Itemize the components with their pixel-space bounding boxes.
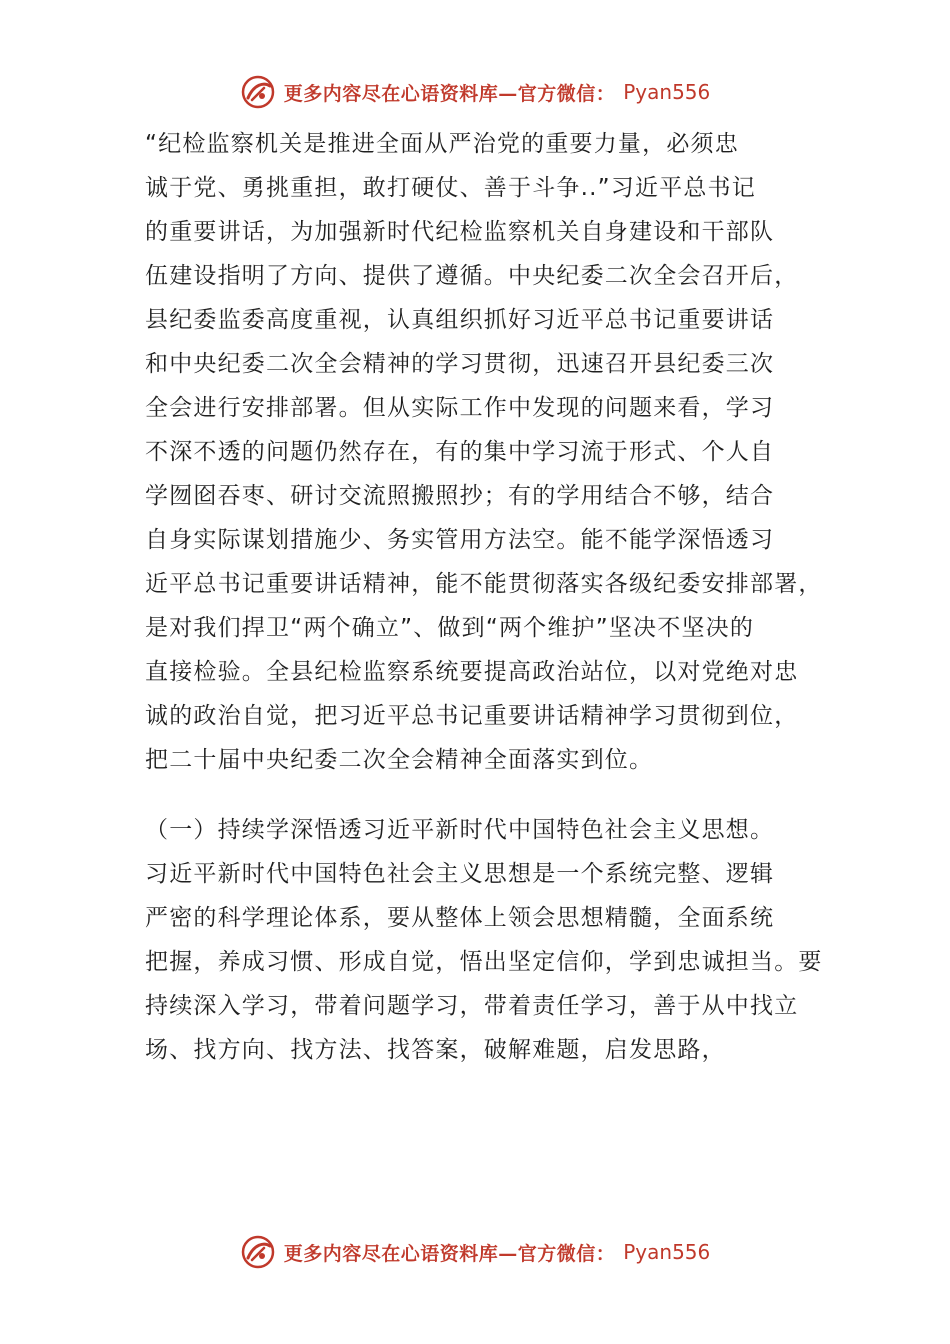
footer-banner [0, 1230, 950, 1274]
text-line: 和中央纪委二次全会精神的学习贯彻，迅速召开县纪委三次 [145, 351, 775, 377]
text-line: 诚于党、勇挑重担，敢打硬仗、善于斗争..”习近平总书记 [145, 175, 756, 201]
text-line: 的重要讲话，为加强新时代纪检监察机关自身建设和干部队 [145, 219, 775, 245]
footer-banner-text: 更多内容尽在心语资料库—官方微信： [283, 1242, 616, 1265]
text-line: 直接检验。全县纪检监察系统要提高政治站位，以对党绝对忠 [145, 659, 799, 685]
seal-logo-icon [240, 74, 276, 110]
text-line: 把二十届中央纪委二次全会精神全面落实到位。 [145, 747, 654, 773]
text-line: 是对我们捍卫“两个确立”、做到“两个维护”坚决不坚决的 [145, 615, 755, 641]
text-line: “纪检监察机关是推进全面从严治党的重要力量，必须忠 [145, 131, 739, 157]
text-line: 全会进行安排部署。但从实际工作中发现的问题来看，学习 [145, 395, 775, 421]
text-line: 严密的科学理论体系，要从整体上领会思想精髓，全面系统 [145, 905, 775, 931]
header-banner-id: Pyan556 [623, 80, 711, 104]
text-line: 诚的政治自觉，把习近平总书记重要讲话精神学习贯彻到位， [145, 703, 799, 729]
paragraph-1 [145, 122, 835, 782]
text-line: 自身实际谋划措施少、务实管用方法空。能不能学深悟透习 [145, 527, 775, 553]
seal-logo-icon [240, 1234, 276, 1270]
text-line: 伍建设指明了方向、提供了遵循。中央纪委二次全会召开后， [145, 263, 799, 289]
paragraph-2 [145, 808, 835, 1072]
text-line: 不深不透的问题仍然存在，有的集中学习流于形式、个人自 [145, 439, 775, 465]
text-line: 县纪委监委高度重视，认真组织抓好习近平总书记重要讲话 [145, 307, 775, 333]
text-line: 持续深入学习，带着问题学习，带着责任学习，善于从中找立 [145, 993, 799, 1019]
text-line: 把握，养成习惯、形成自觉，悟出坚定信仰，学到忠诚担当。要 [145, 949, 823, 975]
text-line: 近平总书记重要讲话精神，能不能贯彻落实各级纪委安排部署， [145, 571, 823, 597]
text-line: 学囫囵吞枣、研讨交流照搬照抄；有的学用结合不够，结合 [145, 483, 775, 509]
header-banner [0, 70, 950, 114]
footer-banner-id: Pyan556 [623, 1240, 711, 1264]
header-banner-text: 更多内容尽在心语资料库—官方微信： [283, 82, 616, 105]
section-heading: （一）持续学深悟透习近平新时代中国特色社会主义思想。 [145, 817, 775, 843]
text-line: 习近平新时代中国特色社会主义思想是一个系统完整、逻辑 [145, 861, 775, 887]
text-line: 场、找方向、找方法、找答案，破解难题，启发思路， [145, 1037, 726, 1063]
